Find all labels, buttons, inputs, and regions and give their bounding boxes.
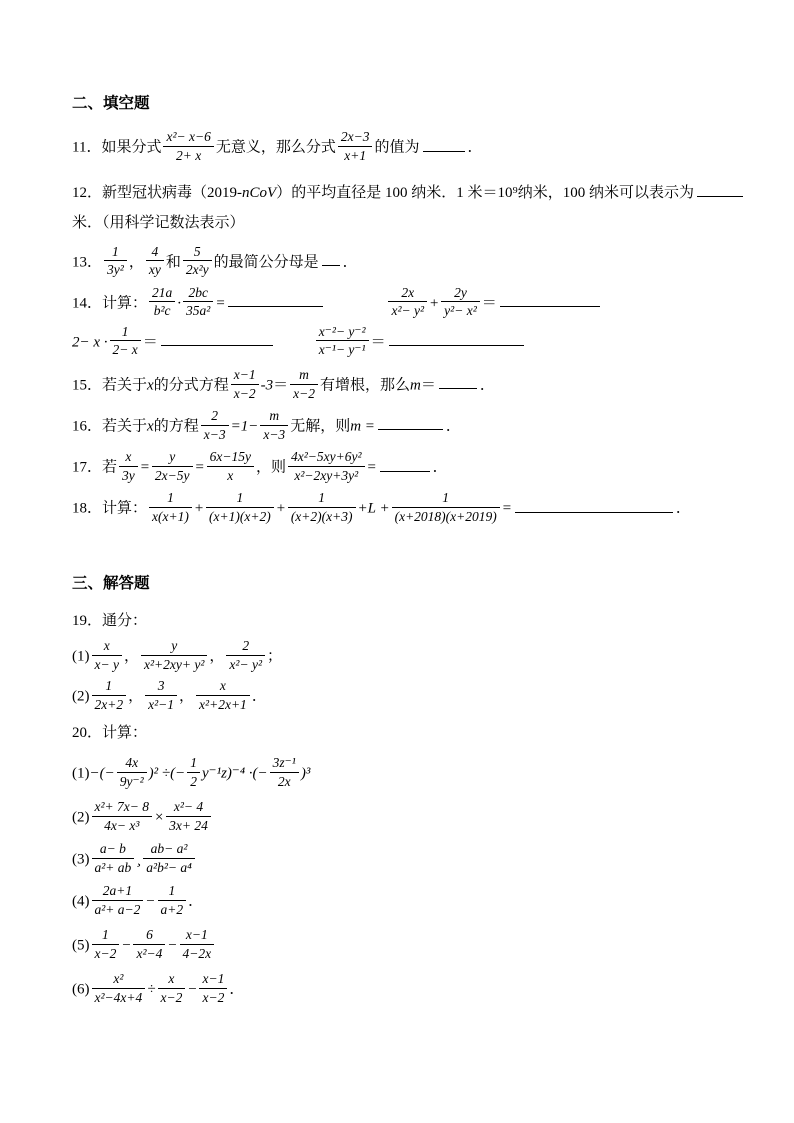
item-number: 19．: [72, 612, 103, 629]
fraction-numerator: x⁻²− y⁻²: [318, 323, 366, 339]
math-text: −: [167, 937, 178, 954]
item-number: 12．: [72, 185, 103, 202]
fraction-denominator: 4−2x: [180, 944, 215, 962]
fraction-numerator: x−1: [185, 927, 208, 943]
math-text: =: [366, 459, 377, 476]
fraction-numerator: 1: [318, 490, 326, 506]
fraction-denominator: x: [207, 466, 254, 484]
question-14-row-1: [72, 284, 758, 321]
fraction-denominator: x(x+1): [149, 507, 192, 525]
fraction: [141, 638, 207, 672]
fraction-numerator: x²: [113, 971, 124, 987]
answer-blank: [439, 373, 477, 389]
math-text: =: [139, 459, 150, 476]
fraction-denominator: a²+ ab: [92, 858, 135, 876]
fraction-denominator: 2− x: [110, 340, 141, 358]
fraction-denominator: x⁻¹− y⁻¹: [316, 340, 369, 358]
text-run: 的分式方程: [153, 377, 229, 394]
fraction-numerator: x: [168, 971, 175, 987]
fraction-denominator: x²−2xy+3y²: [288, 466, 365, 484]
item-number: (2): [72, 688, 90, 705]
text-run: ．: [251, 688, 267, 705]
item-number: (1): [72, 648, 90, 665]
answer-blank: [380, 456, 430, 472]
fraction-denominator: y²− x²: [441, 301, 480, 319]
question-12-line-2: [72, 214, 758, 233]
item-number: (6): [72, 981, 90, 998]
math-text: )³: [300, 765, 311, 782]
fraction: [183, 285, 213, 319]
text-run: ，则: [255, 459, 286, 476]
fraction: [288, 449, 365, 483]
text-run: 若关于: [102, 377, 148, 394]
fraction-denominator: a+2: [158, 900, 187, 918]
fraction-numerator: x−1: [202, 971, 225, 987]
fraction-denominator: (x+2)(x+3): [288, 507, 356, 525]
fraction-numerator: 4x²−5xy+6y²: [290, 449, 362, 465]
fraction-numerator: 3z⁻¹: [272, 755, 296, 771]
fraction-numerator: x²− x−6: [166, 129, 211, 145]
question-19-part-2: [72, 680, 758, 714]
question-17: [72, 451, 758, 485]
math-text: +: [193, 500, 204, 517]
fraction-denominator: 4x− x³: [92, 816, 153, 834]
fraction-denominator: 2x+2: [92, 695, 127, 713]
item-number: (4): [72, 893, 90, 910]
fraction-denominator: 3y: [119, 466, 138, 484]
fraction-denominator: (x+2018)(x+2019): [392, 507, 500, 525]
answer-blank: [515, 497, 673, 513]
fraction-denominator: x²− y²: [226, 655, 265, 673]
fraction-denominator: x− y: [92, 655, 122, 673]
fraction: [316, 324, 369, 358]
fraction-numerator: 2: [211, 408, 219, 424]
item-number: 17．: [72, 459, 103, 476]
fraction: [207, 449, 254, 483]
fraction: [270, 755, 299, 789]
text-run: 的值为: [374, 139, 420, 156]
question-19: [72, 612, 758, 631]
item-number: (2): [72, 809, 90, 826]
fraction-numerator: 3: [157, 678, 165, 694]
fraction: [133, 927, 165, 961]
text-run: ，: [179, 688, 195, 705]
section-2-title: [72, 94, 758, 113]
fraction-denominator: 2x: [270, 772, 299, 790]
fraction-numerator: 1: [102, 927, 109, 943]
item-number: (1): [72, 765, 90, 782]
fraction: [92, 971, 146, 1005]
math-text: m: [409, 377, 421, 394]
question-20: [72, 724, 758, 743]
fraction-numerator: a− b: [99, 841, 126, 857]
text-run: ，: [209, 648, 225, 665]
fraction: [117, 755, 147, 789]
fraction: [183, 244, 212, 278]
item-number: 15．: [72, 377, 103, 394]
fraction-denominator: x−3: [201, 425, 229, 443]
fraction-numerator: 2x: [401, 284, 415, 300]
text-run: 通分：: [102, 612, 148, 629]
answer-blank: [161, 330, 273, 346]
fraction-numerator: x−1: [233, 367, 256, 382]
question-11: [72, 131, 758, 165]
text-run: 米．（用科学记数法表示）: [72, 215, 245, 232]
text-run: ．: [432, 459, 448, 476]
math-text: ¸: [136, 851, 142, 868]
text-run: 和: [165, 254, 181, 271]
text-run: 计算：: [102, 500, 148, 517]
question-18: [72, 492, 758, 526]
fraction-numerator: 1: [105, 678, 113, 694]
math-text: +L +: [357, 500, 390, 517]
document-body: [72, 94, 758, 1007]
fraction-numerator: x²+ 7x− 8: [94, 799, 150, 815]
fraction-numerator: 2a+1: [102, 883, 133, 899]
math-text: +: [429, 295, 440, 312]
question-15: [72, 369, 758, 403]
fraction-numerator: 2bc: [188, 284, 208, 300]
fraction-denominator: x−2: [290, 384, 318, 402]
fraction-denominator: x−3: [260, 425, 288, 443]
text-run: 若关于: [102, 418, 148, 435]
math-upright: ＝: [273, 377, 289, 394]
math-text: y⁻¹z)⁻⁴ ·(−: [202, 765, 268, 782]
math-text: x: [147, 418, 154, 435]
question-20-part-2: [72, 801, 758, 835]
fraction: [187, 755, 200, 789]
answer-blank: [423, 136, 465, 152]
text-run: 计算：: [102, 725, 148, 742]
math-upright: ．: [229, 981, 245, 998]
fraction: [104, 244, 127, 278]
math-text: m =: [350, 418, 375, 435]
question-20-part-4: [72, 885, 758, 919]
question-20-part-3: [72, 843, 758, 877]
fraction-denominator: 2: [187, 772, 200, 790]
math-text: −(−: [89, 765, 115, 782]
fraction: [92, 883, 144, 917]
text-run: 若: [102, 459, 118, 476]
math-text: ×: [154, 809, 165, 826]
fraction: [231, 367, 259, 401]
math-text: 2− x ·: [72, 334, 108, 351]
fraction: [388, 285, 427, 319]
fraction: [338, 129, 373, 163]
fraction-denominator: x−2: [92, 944, 120, 962]
fraction-denominator: x−2: [158, 988, 186, 1006]
math-upright: ＝: [481, 295, 497, 312]
fraction: [145, 678, 177, 712]
fraction: [92, 841, 135, 875]
fraction: [92, 678, 127, 712]
fraction-numerator: x²− 4: [173, 799, 204, 815]
fraction: [158, 883, 187, 917]
fraction: [119, 449, 138, 483]
question-19-part-1: [72, 640, 758, 674]
fraction-numerator: 2x−3: [340, 129, 370, 145]
question-20-part-5: [72, 929, 758, 963]
item-number: (3): [72, 851, 90, 868]
fraction: [260, 408, 288, 442]
fraction-numerator: 4: [151, 243, 159, 259]
fraction-numerator: 21a: [152, 284, 173, 300]
fraction-numerator: m: [269, 408, 280, 424]
text-run: ；: [267, 648, 283, 665]
fraction: [196, 678, 250, 712]
fraction-numerator: y: [169, 449, 176, 465]
answer-blank: [322, 250, 340, 266]
fraction: [441, 285, 480, 319]
fraction: [92, 799, 153, 833]
text-run: 计算：: [102, 295, 148, 312]
fraction-numerator: 1: [112, 243, 119, 259]
item-number: 16．: [72, 418, 103, 435]
text-run: ．: [445, 418, 461, 435]
text-run: 无意义，那么分式: [215, 139, 336, 156]
math-text: )² ÷(−: [148, 765, 186, 782]
answer-blank: [697, 181, 743, 197]
math-upright: ＝: [142, 334, 158, 351]
fraction-numerator: 2: [242, 638, 250, 654]
text-run: ．: [479, 377, 495, 394]
text-run: 纳米，100 纳米可以表示为: [517, 185, 694, 202]
fraction-denominator: 35a²: [183, 301, 213, 319]
fraction-denominator: 2x²y: [183, 260, 212, 278]
fraction-denominator: 2+ x: [163, 146, 213, 164]
fraction-denominator: 3y²: [104, 260, 127, 278]
fraction-numerator: 1: [442, 490, 450, 506]
fraction-numerator: y: [171, 638, 178, 654]
fraction: [392, 490, 500, 524]
text-run: 新型冠状病毒（2019-: [102, 185, 243, 202]
text-run: 三、解答题: [72, 575, 150, 593]
question-20-part-6: [72, 973, 758, 1007]
fraction-denominator: b²c: [149, 301, 175, 319]
text-run: ．: [675, 500, 691, 517]
fraction: [180, 927, 215, 961]
text-run: ．: [342, 254, 358, 271]
fraction-numerator: 4x: [125, 755, 139, 771]
fraction: [226, 638, 265, 672]
text-run: ，: [123, 648, 139, 665]
item-number: (5): [72, 937, 90, 954]
item-number: 14．: [72, 295, 103, 312]
answer-blank: [389, 330, 524, 346]
fraction: [158, 971, 186, 1005]
fraction-numerator: 6: [146, 927, 153, 943]
fraction-numerator: x: [125, 449, 132, 465]
fraction: [166, 799, 211, 833]
math-text: =: [194, 459, 205, 476]
fraction-denominator: x²+2xy+ y²: [141, 655, 207, 673]
math-text: nCoV: [242, 185, 277, 202]
fraction-denominator: x²+2x+1: [196, 695, 250, 713]
text-run: 无解，则: [290, 418, 351, 435]
text-run: ，: [128, 254, 144, 271]
item-number: 13．: [72, 254, 103, 271]
text-run: ）的平均直径是 100 纳米．1 米＝: [276, 185, 498, 202]
math-text: =1−: [230, 418, 259, 435]
question-13: [72, 243, 758, 280]
fraction-denominator: a²+ a−2: [92, 900, 144, 918]
fraction-denominator: x−2: [231, 384, 259, 402]
fraction-denominator: x²−4x+4: [92, 988, 146, 1006]
fraction: [149, 285, 175, 319]
fraction-numerator: 5: [193, 243, 201, 259]
math-text: −: [187, 981, 198, 998]
question-12-line-1: [72, 181, 758, 203]
fraction: [201, 408, 229, 442]
fraction-denominator: x²− y²: [388, 301, 427, 319]
math-text: −: [121, 937, 132, 954]
fraction-numerator: 1: [190, 755, 198, 771]
fraction-numerator: m: [299, 367, 309, 382]
fraction: [92, 638, 122, 672]
question-16: [72, 410, 758, 444]
math-text: x: [147, 377, 154, 394]
fraction-numerator: 2y: [454, 284, 467, 300]
answer-blank: [378, 414, 443, 430]
fraction: [110, 324, 141, 358]
fraction-numerator: x: [219, 678, 226, 694]
math-upright: ＝: [420, 377, 436, 394]
fraction-denominator: 3x+ 24: [166, 816, 211, 834]
fraction: [288, 490, 356, 524]
section-3-title: [72, 574, 758, 593]
text-run: 有增根，那么: [319, 377, 410, 394]
fraction-numerator: 1: [236, 490, 244, 506]
fraction: [92, 927, 120, 961]
fraction: [149, 490, 192, 524]
math-text: +: [275, 500, 286, 517]
fraction-denominator: a²b²− a⁴: [143, 858, 195, 876]
text-run: 的方程: [153, 418, 199, 435]
math-upright: 10⁹: [497, 185, 518, 202]
fraction: [152, 449, 193, 483]
question-14-row-2: [72, 323, 758, 360]
fraction-denominator: x²−4: [133, 944, 165, 962]
fraction: [143, 841, 195, 875]
math-text: ·: [177, 295, 182, 312]
text-run: 的最简公分母是: [213, 254, 319, 271]
math-text: −: [145, 893, 156, 910]
math-text: -3: [260, 377, 274, 394]
fraction-numerator: 1: [121, 323, 129, 339]
fraction-denominator: x−2: [199, 988, 227, 1006]
fraction-numerator: 1: [167, 490, 174, 506]
math-text: =: [501, 500, 512, 517]
text-run: 二、填空题: [72, 95, 150, 112]
fraction-denominator: (x+1)(x+2): [206, 507, 274, 525]
math-text: ÷: [147, 981, 156, 998]
text-run: ，: [128, 688, 144, 705]
fraction: [199, 971, 227, 1005]
question-20-part-1: [72, 757, 758, 791]
math-text: =: [215, 295, 226, 312]
fraction-denominator: x²−1: [145, 695, 177, 713]
math-upright: ＝: [370, 334, 386, 351]
text-run: 如果分式: [101, 139, 162, 156]
fraction: [290, 367, 318, 401]
fraction-numerator: 6x−15y: [209, 449, 251, 465]
fraction-denominator: x+1: [338, 146, 373, 164]
fraction: [163, 129, 213, 163]
fraction-denominator: 2x−5y: [152, 466, 193, 484]
fraction-denominator: xy: [146, 260, 164, 278]
fraction-denominator: 9y⁻²: [117, 772, 147, 790]
fraction: [146, 244, 164, 278]
math-upright: ．: [188, 893, 204, 910]
fraction-numerator: 1: [168, 883, 176, 899]
item-number: 11．: [72, 139, 102, 156]
fraction-numerator: x: [103, 638, 110, 654]
item-number: 18．: [72, 500, 103, 517]
answer-blank: [228, 291, 323, 307]
answer-blank: [500, 291, 600, 307]
item-number: 20．: [72, 725, 103, 742]
fraction: [206, 490, 274, 524]
text-run: ．: [467, 139, 483, 156]
fraction-numerator: ab− a²: [150, 841, 188, 857]
